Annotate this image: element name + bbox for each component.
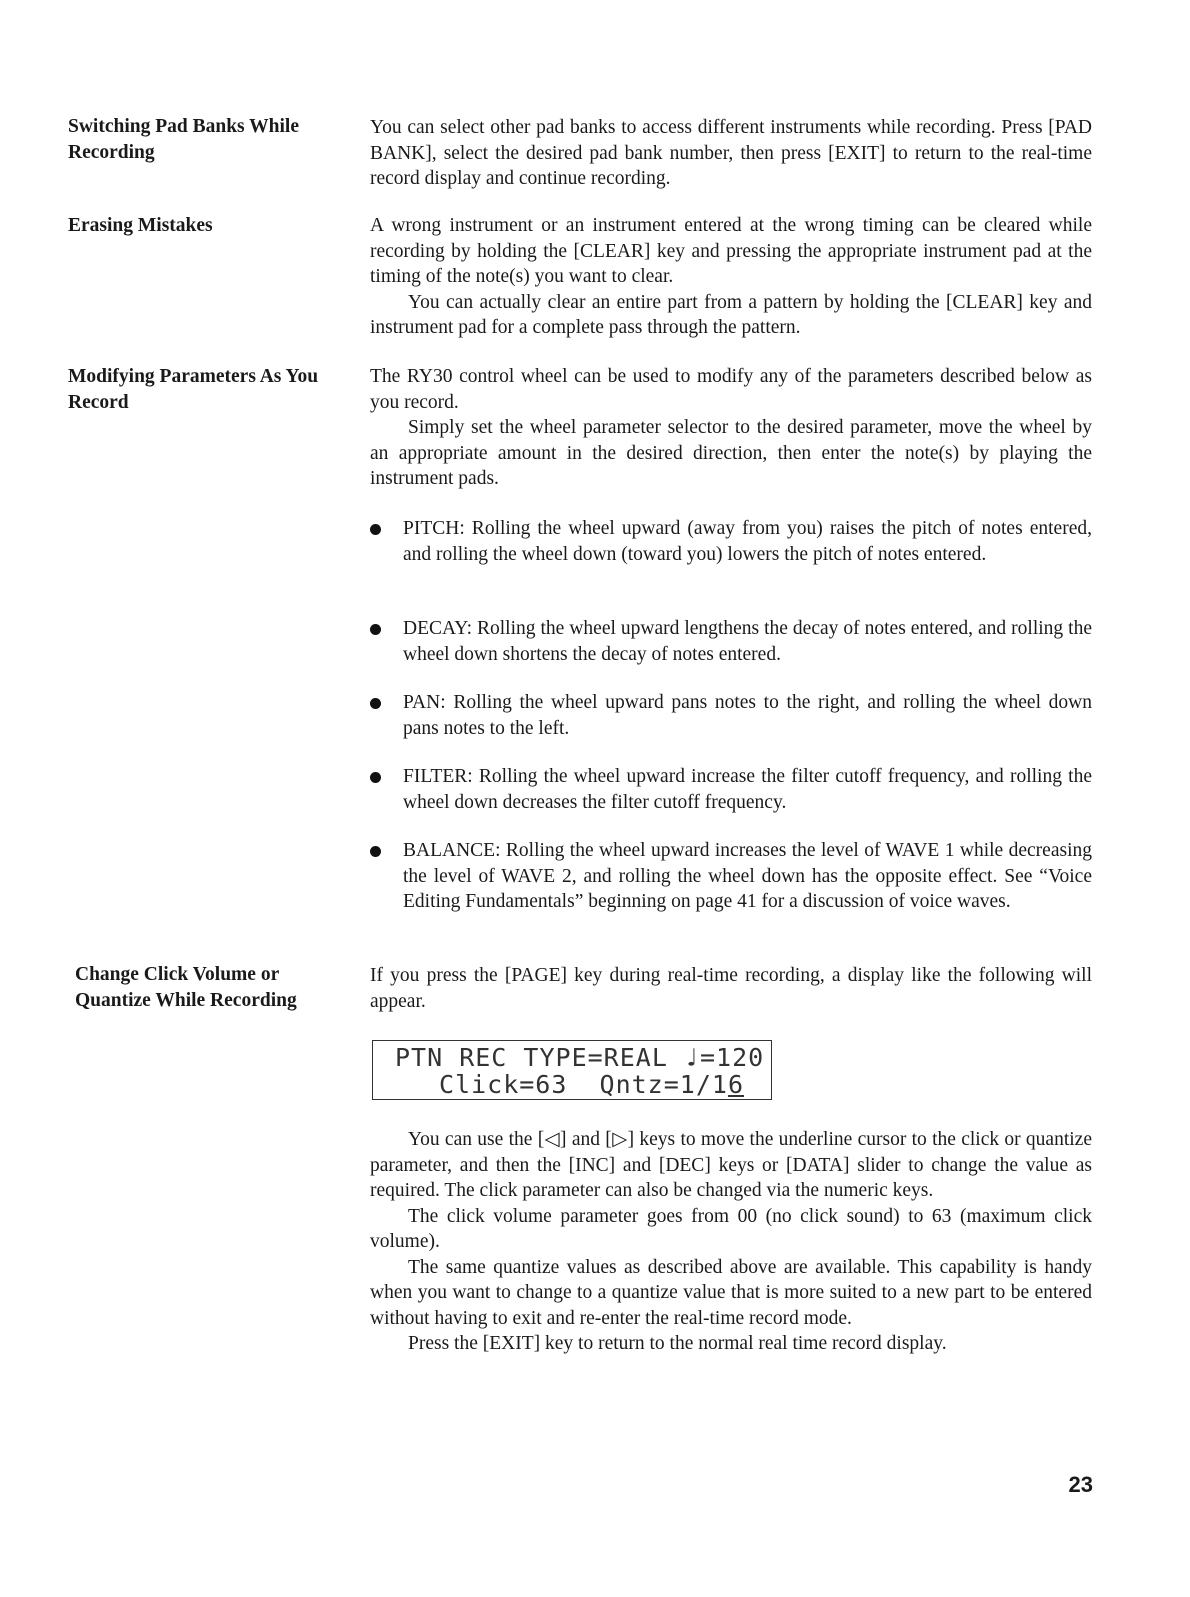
bullet-balance: BALANCE: Rolling the wheel upward increases the level of WAVE 1 while decreasing the level of WAVE 2, and rolling the wheel down has the opposite effect. See “Voice Editing Fundamentals” beginning on page 41 for a discussion of voice waves. [370, 838, 1092, 915]
heading-modifying-parameters: Modifying Parameters As You Record [68, 366, 319, 413]
body-erasing-mistakes [370, 213, 1092, 341]
bullet-dot-icon [370, 846, 381, 857]
lcd-display [372, 1040, 772, 1100]
bullet-dot-icon [370, 698, 381, 709]
body-change-click-volume [370, 963, 1092, 1014]
bullet-decay: DECAY: Rolling the wheel upward lengthens the decay of notes entered, and rolling the wheel down shortens the decay of notes entered. [370, 616, 1092, 667]
bullet-dot-icon [370, 772, 381, 783]
lcd-underline-cursor: 6 [727, 1070, 744, 1099]
lcd-line-2 [439, 1071, 744, 1098]
bullet-filter: FILTER: Rolling the wheel upward increase the filter cutoff frequency, and rolling the wheel down decreases the filter cutoff frequency. [370, 764, 1092, 815]
heading-switching-pad-banks: Switching Pad Banks While Recording [68, 116, 300, 163]
paragraph: The RY30 control wheel can be used to modify any of the parameters described below as you record. [370, 366, 1092, 413]
bullet-dot-icon [370, 624, 381, 635]
body-click-quantize-details [370, 1127, 1092, 1357]
paragraph: You can actually clear an entire part from a pattern by holding the [CLEAR] key and instrument pad for a complete pass through the pattern. [370, 291, 1092, 338]
paragraph: You can select other pad banks to access different instruments while recording. Press [PAD BANK], select the desired pad bank number, then press [EXIT] to return to the real-time record display and continue recording. [370, 117, 1092, 189]
body-switching-pad-banks [370, 115, 1092, 192]
paragraph: The same quantize values as described above are available. This capability is handy when you want to change to a quantize value that is more suited to a new part to be entered without having to exit and re-enter the real-time record mode. [370, 1256, 1092, 1329]
paragraph: If you press the [PAGE] key during real-time recording, a display like the following will appear. [370, 965, 1092, 1012]
paragraph: The click volume parameter goes from 00 (no click sound) to 63 (maximum click volume). [370, 1205, 1092, 1252]
lcd-line-1: PTN REC TYPE=REAL ♩=120 [395, 1043, 765, 1072]
paragraph: A wrong instrument or an instrument entered at the wrong timing can be cleared while recording by holding the [CLEAR] key and pressing the appropriate instrument pad at the timing of the note(s) you want to clear. [370, 215, 1092, 287]
heading-change-click-volume: Change Click Volume or Quantize While Recording [75, 964, 297, 1011]
bullet-pan: PAN: Rolling the wheel upward pans notes to the right, and rolling the wheel down pans notes to the left. [370, 690, 1092, 741]
heading-erasing-mistakes: Erasing Mistakes [68, 215, 213, 236]
lcd-line-2-text: Click=63 Qntz=1/1 [439, 1070, 728, 1099]
paragraph: You can use the [◁] and [▷] keys to move the underline cursor to the click or quantize parameter, and then the [INC] and [DEC] keys or [DATA] slider to change the value as required. The click parameter can also be changed via the numeric keys. [370, 1129, 1092, 1201]
paragraph: Press the [EXIT] key to return to the normal real time record display. [408, 1333, 947, 1354]
body-modifying-parameters [370, 364, 1092, 492]
page-number: 23 [1068, 1472, 1093, 1497]
bullet-pitch: PITCH: Rolling the wheel upward (away from you) raises the pitch of notes entered, and rolling the wheel down (toward you) lowers the pitch of notes entered. [370, 516, 1092, 567]
paragraph: Simply set the wheel parameter selector to the desired parameter, move the wheel by an appropriate amount in the desired direction, then enter the note(s) by playing the instrument pads. [370, 417, 1092, 489]
bullet-dot-icon [370, 524, 381, 535]
